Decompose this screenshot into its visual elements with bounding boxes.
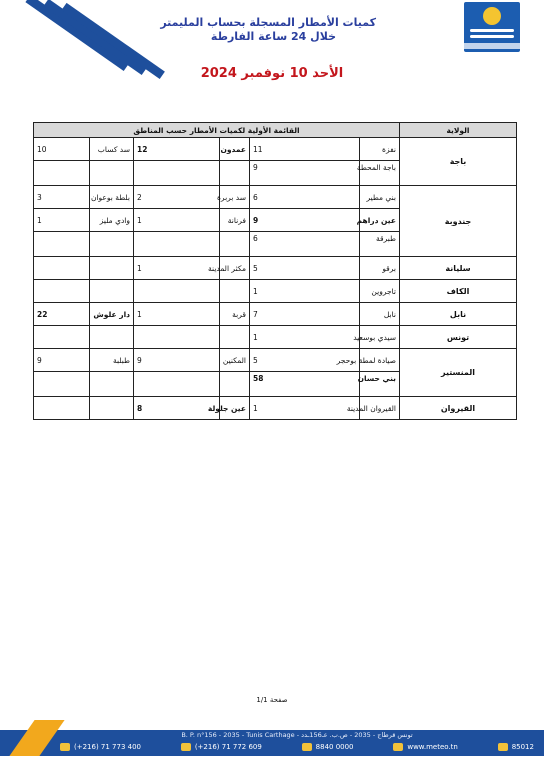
station-cell: المكنين	[220, 349, 250, 372]
value-cell	[134, 372, 220, 397]
value-cell	[134, 326, 220, 349]
value-cell	[34, 161, 90, 186]
value-cell	[34, 397, 90, 420]
governorate-cell: الكاف	[400, 280, 517, 303]
page-title: كميات الأمطار المسجلة بحساب المليمتر	[160, 16, 376, 29]
table-row	[34, 326, 517, 349]
station-cell: طبرقة	[360, 232, 400, 257]
station-cell	[220, 280, 250, 303]
value-cell: 1	[134, 257, 220, 280]
station-cell: صيادة لمطة بوحجر	[360, 349, 400, 372]
value-cell: 5	[250, 257, 360, 280]
station-cell: سد بربرة	[220, 186, 250, 209]
station-cell: باجة المحطة	[360, 161, 400, 186]
value-cell: 1	[250, 326, 360, 349]
phone-icon	[60, 743, 70, 751]
value-cell: 6	[250, 232, 360, 257]
station-cell	[90, 257, 134, 280]
governorate-cell: القيروان	[400, 397, 517, 420]
station-cell: بني حسان	[360, 372, 400, 397]
governorate-cell: المنستير	[400, 349, 517, 397]
value-cell: 9	[134, 349, 220, 372]
value-cell: 22	[34, 303, 90, 326]
station-cell	[90, 326, 134, 349]
globe-icon	[393, 743, 403, 751]
value-cell: 9	[34, 349, 90, 372]
station-cell: وادي مليز	[90, 209, 134, 232]
value-cell: 12	[134, 138, 220, 161]
value-cell: 5	[250, 349, 360, 372]
footer-address: B. P. n°156 - 2035 - Tunis Carthage - تونس قرطاج - 2035 - ص.ب. عـ156ـدد	[181, 731, 413, 739]
station-cell	[220, 372, 250, 397]
value-cell: 8	[134, 397, 220, 420]
footer-website[interactable]: www.meteo.tn	[407, 743, 458, 751]
value-cell: 1	[250, 280, 360, 303]
station-cell: سد كساب	[90, 138, 134, 161]
value-cell	[134, 161, 220, 186]
value-cell: 10	[34, 138, 90, 161]
fax-icon	[181, 743, 191, 751]
governorate-cell: سليانة	[400, 257, 517, 280]
footer-phone-3: 8840 0000	[315, 743, 354, 751]
station-cell: برقو	[360, 257, 400, 280]
table-row	[34, 280, 517, 303]
station-cell: مكثر المدينة	[220, 257, 250, 280]
table-row	[34, 138, 517, 161]
table-row	[34, 349, 517, 372]
station-cell: طبلبة	[90, 349, 134, 372]
value-cell: 3	[34, 186, 90, 209]
station-cell	[90, 397, 134, 420]
value-cell: 1	[134, 303, 220, 326]
value-cell: 1	[134, 209, 220, 232]
value-cell: 58	[250, 372, 360, 397]
table-header-row	[34, 123, 517, 138]
table-row	[34, 303, 517, 326]
station-cell: نفزة	[360, 138, 400, 161]
footer-phone-1: (+216) 71 773 400	[74, 743, 141, 751]
station-cell: بلطة بوعوان	[90, 186, 134, 209]
station-cell	[220, 161, 250, 186]
value-cell	[134, 232, 220, 257]
footer-bar	[0, 730, 544, 756]
value-cell	[34, 280, 90, 303]
station-cell: نابل	[360, 303, 400, 326]
value-cell	[34, 232, 90, 257]
table-row	[34, 397, 517, 420]
brand-stripes	[0, 0, 100, 60]
value-cell: 1	[34, 209, 90, 232]
station-cell: قربة	[220, 303, 250, 326]
value-cell: 2	[134, 186, 220, 209]
value-cell: 1	[250, 397, 360, 420]
value-cell: 6	[250, 186, 360, 209]
value-cell	[134, 280, 220, 303]
value-cell	[34, 372, 90, 397]
station-cell: القيروان المدينة	[360, 397, 400, 420]
station-cell	[90, 232, 134, 257]
station-cell	[220, 232, 250, 257]
governorate-header: الولاية	[400, 123, 517, 138]
station-cell	[220, 326, 250, 349]
station-cell	[90, 161, 134, 186]
governorate-cell: جندوبة	[400, 186, 517, 257]
footer-phone-2: (+216) 71 772 609	[194, 743, 262, 751]
value-cell	[34, 257, 90, 280]
station-cell: عين دراهم	[360, 209, 400, 232]
governorate-cell: تونس	[400, 326, 517, 349]
station-cell: عمدون	[220, 138, 250, 161]
table-row	[34, 257, 517, 280]
station-cell	[90, 372, 134, 397]
inm-logo	[464, 2, 520, 52]
station-cell	[90, 280, 134, 303]
governorate-cell: نابل	[400, 303, 517, 326]
green-number-icon	[302, 743, 312, 751]
table-row	[34, 186, 517, 209]
value-cell	[34, 326, 90, 349]
value-cell: 11	[250, 138, 360, 161]
page-number: صفحة 1/1	[256, 696, 288, 704]
footer-code: 85012	[511, 743, 534, 751]
value-cell: 7	[250, 303, 360, 326]
list-header: القائمة الأولية لكميات الأمطار حسب المناطق	[34, 123, 400, 138]
page-subtitle: خلال 24 ساعة الفارطة	[210, 30, 336, 43]
governorate-cell: باجة	[400, 138, 517, 186]
report-date: الأحد 10 نوفمبر 2024	[200, 66, 344, 81]
station-cell: سيدي بوسعيد	[360, 326, 400, 349]
value-cell: 9	[250, 209, 360, 232]
station-cell: عين جلولة	[220, 397, 250, 420]
value-cell: 9	[250, 161, 360, 186]
mailbox-icon	[498, 743, 508, 751]
station-cell: بني مطير	[360, 186, 400, 209]
station-cell: فرنانة	[220, 209, 250, 232]
station-cell: دار علوش	[90, 303, 134, 326]
rainfall-table	[33, 122, 517, 420]
station-cell: تاجروين	[360, 280, 400, 303]
